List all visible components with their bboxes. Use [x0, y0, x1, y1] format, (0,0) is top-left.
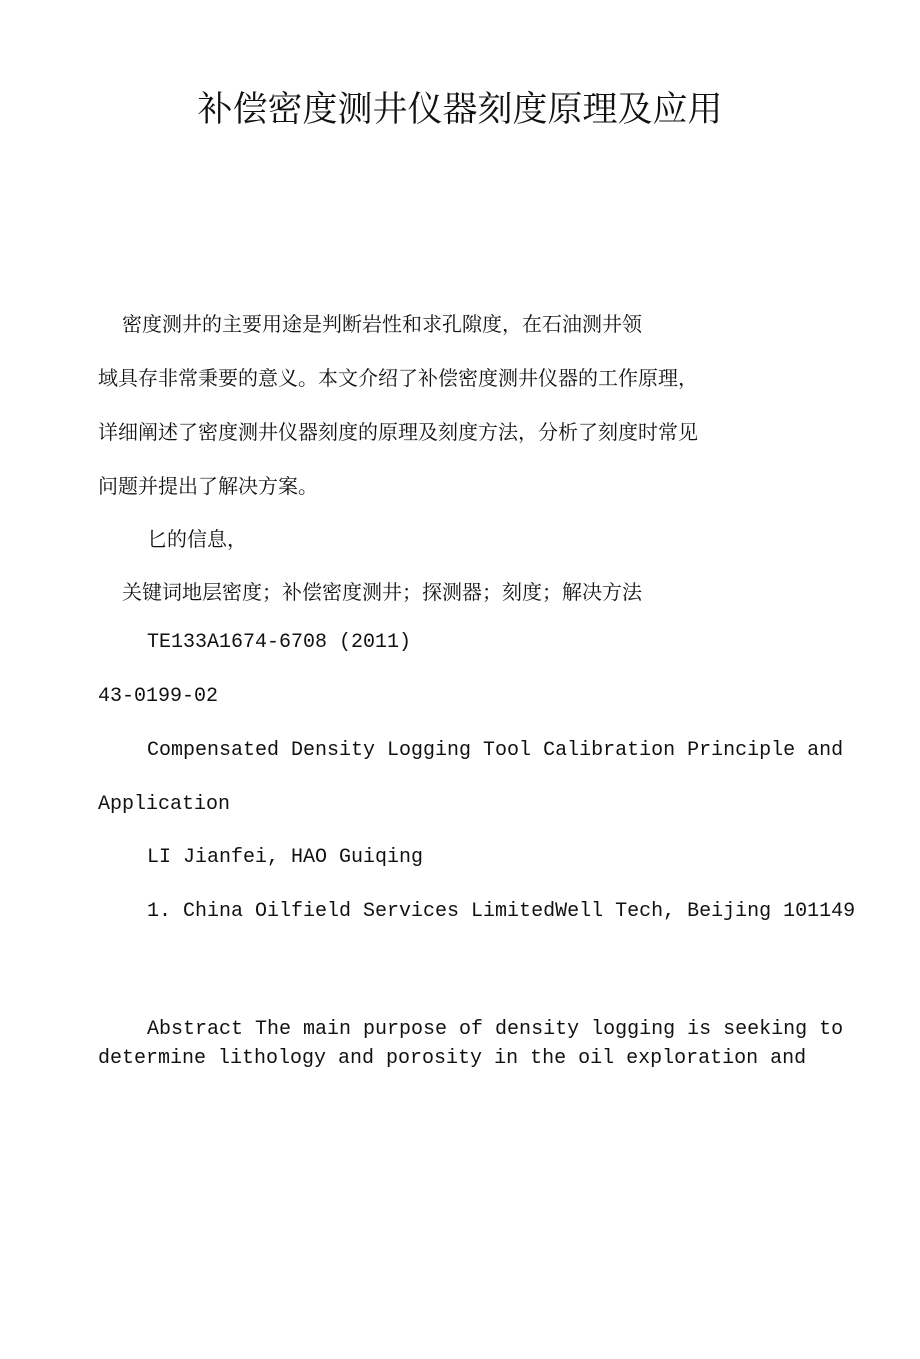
summary-line: 详细阐述了密度测井仪器刻度的原理及刻度方法，分析了刻度时常见	[98, 420, 698, 444]
authors-line: LI Jianfei, HAO Guiqing	[147, 846, 424, 869]
document-title: 补偿密度测井仪器刻度原理及应用	[197, 90, 723, 130]
abstract-line: Abstract The main purpose of density logging is seeking to	[147, 1018, 844, 1041]
english-title-line: Compensated Density Logging Tool Calibration Principle and	[147, 739, 844, 762]
keywords-line: 关键词地层密度；补偿密度测井；探测器；刻度；解决方法	[122, 580, 642, 604]
abstract-line: determine lithology and porosity in the oil exploration and	[98, 1047, 807, 1070]
summary-line: 域具存非常秉要的意义。本文介绍了补偿密度测井仪器的工作原理，	[98, 366, 698, 390]
english-title-line: Application	[98, 793, 231, 816]
summary-line: 密度测井的主要用途是判断岩性和求孔隙度，在石油测井领	[122, 312, 642, 336]
misc-line: 匕的信息，	[147, 527, 247, 551]
affiliation-line: 1. China Oilfield Services LimitedWell Tech, Beijing 101149	[147, 900, 856, 923]
summary-line: 问题并提出了解决方案。	[98, 474, 318, 498]
classification-line: 43-0199-02	[98, 685, 219, 708]
classification-line: TE133A1674-6708 (2011)	[147, 631, 412, 654]
